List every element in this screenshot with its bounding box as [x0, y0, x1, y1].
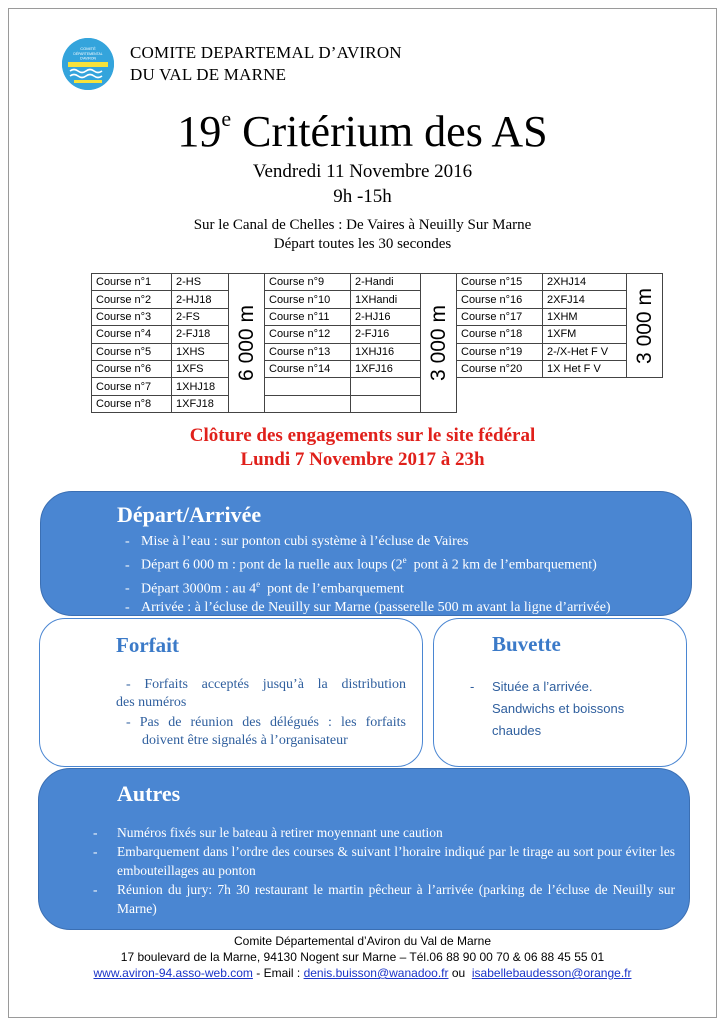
empty-cell — [627, 378, 663, 395]
race-number-cell: Course n°18 — [457, 326, 543, 343]
forfait-line-2: des numéros — [116, 695, 187, 710]
table-row — [92, 378, 663, 395]
race-number-cell: Course n°9 — [265, 274, 351, 291]
email-separator: ou — [448, 966, 472, 980]
race-number-cell: Course n°6 — [92, 360, 172, 377]
race-category-cell — [543, 378, 627, 395]
race-number-cell: Course n°14 — [265, 360, 351, 377]
list-item: - Numéros fixés sur le bateau à retirer moyennant une caution — [93, 823, 675, 842]
race-category-cell: 1XFS — [172, 360, 229, 377]
race-number-cell: Course n°8 — [92, 395, 172, 412]
distance-cell — [229, 274, 265, 413]
race-category-cell: 2-HJ16 — [351, 308, 421, 325]
race-number-cell — [265, 395, 351, 412]
race-category-cell — [543, 395, 627, 412]
email-link-2[interactable]: isabellebaudesson@orange.fr — [471, 966, 632, 980]
buvette-line-2: Sandwichs et boissons — [492, 701, 625, 716]
buvette-line-1: - Située a l’arrivée. — [470, 679, 593, 694]
website-link[interactable]: www.aviron-94.asso-web.com — [93, 966, 253, 980]
forfait-body — [116, 676, 406, 750]
list-item: - Réunion du jury: 7h 30 restaurant le martin pêcheur à l’arrivée (parking de l’écluse de Neuilly sur Marne) — [93, 880, 675, 918]
race-category-cell: 2XFJ14 — [543, 291, 627, 308]
races-table — [91, 273, 663, 413]
race-number-cell: Course n°16 — [457, 291, 543, 308]
list-item: - Arrivée : à l’écluse de Neuilly sur Marne (passerelle 500 m avant la ligne d’arrivée) — [125, 598, 611, 617]
race-category-cell: 2-Handi — [351, 274, 421, 291]
race-number-cell: Course n°20 — [457, 360, 543, 377]
autres-box — [38, 768, 690, 930]
list-item — [125, 575, 611, 599]
club-logo — [62, 38, 114, 90]
forfait-box — [39, 618, 423, 767]
race-category-cell: 1XFJ16 — [351, 360, 421, 377]
race-category-cell: 1XHJ16 — [351, 343, 421, 360]
race-category-cell: 2-HJ18 — [172, 291, 229, 308]
race-category-cell: 1XFJ18 — [172, 395, 229, 412]
closing-line-1: Clôture des engagements sur le site fédéral — [189, 425, 536, 446]
race-category-cell — [351, 395, 421, 412]
forfait-line-3: - Pas de réunion des délégués : les forfaits — [126, 715, 406, 730]
depart-arrivee-heading: Départ/Arrivée — [117, 502, 262, 527]
start-interval: Départ toutes les 30 secondes — [273, 236, 452, 252]
distance-label: 6 000 m — [234, 305, 258, 382]
race-number-cell: Course n°7 — [92, 378, 172, 395]
email-link-1[interactable]: denis.buisson@wanadoo.fr — [303, 966, 449, 980]
item-text: pont de l’embarquement — [260, 581, 404, 597]
list-item — [125, 551, 611, 575]
race-category-cell: 1XHandi — [351, 291, 421, 308]
depart-arrivee-list — [125, 532, 611, 617]
item-text: Départ 3000m : au 4 — [141, 581, 257, 597]
svg-text:D'AVIRON: D'AVIRON — [80, 56, 96, 61]
race-category-cell: 2-FJ18 — [172, 326, 229, 343]
buvette-text: Située a l’arrivée. — [492, 679, 593, 694]
race-number-cell — [457, 395, 543, 412]
race-number-cell: Course n°15 — [457, 274, 543, 291]
autres-heading: Autres — [117, 781, 181, 806]
footer-line-2: 17 boulevard de la Marne, 94130 Nogent sur Marne – Tél.06 88 90 00 70 & 06 88 45 55 01 — [120, 950, 605, 964]
event-hours: 9h -15h — [333, 186, 392, 207]
race-number-cell: Course n°2 — [92, 291, 172, 308]
item-text: pont à 2 km de l’embarquement) — [406, 557, 597, 573]
title-text: Critérium des AS — [231, 107, 548, 156]
event-place: Sur le Canal de Chelles : De Vaires à Neuilly Sur Marne — [193, 217, 532, 233]
race-number-cell: Course n°1 — [92, 274, 172, 291]
list-item: - Embarquement dans l’ordre des courses & suivant l’horaire indiqué par le tirage au sort pour éviter les embouteillages au ponton — [93, 842, 675, 880]
race-category-cell: 1XHS — [172, 343, 229, 360]
race-category-cell: 1XFM — [543, 326, 627, 343]
list-item: - Mise à l’eau : sur ponton cubi système à l’écluse de Vaires — [125, 532, 611, 551]
organization-line-1: COMITE DEPARTEMAL D’AVIRON — [130, 43, 402, 62]
distance-label: 3 000 m — [632, 287, 656, 364]
title-superscript: e — [221, 106, 232, 131]
forfait-heading: Forfait — [116, 633, 179, 657]
table-row — [92, 308, 663, 325]
race-number-cell: Course n°12 — [265, 326, 351, 343]
title-number: 19 — [177, 107, 222, 156]
race-category-cell: 2-FS — [172, 308, 229, 325]
race-category-cell: 2-FJ16 — [351, 326, 421, 343]
race-category-cell: 1X Het F V — [543, 360, 627, 377]
distance-cell — [421, 274, 457, 413]
race-category-cell: 1XHJ18 — [172, 378, 229, 395]
buvette-box — [433, 618, 687, 767]
buvette-heading: Buvette — [492, 632, 561, 656]
footer-line-1: Comite Départemental d’Aviron du Val de Marne — [233, 934, 492, 948]
race-category-cell: 2-HS — [172, 274, 229, 291]
superscript: e — [402, 555, 407, 565]
race-category-cell: 2-/X-Het F V — [543, 343, 627, 360]
closing-line-2: Lundi 7 Novembre 2017 à 23h — [240, 449, 485, 470]
race-number-cell: Course n°17 — [457, 308, 543, 325]
table-row — [92, 360, 663, 377]
race-number-cell: Course n°13 — [265, 343, 351, 360]
depart-arrivee-box — [40, 491, 692, 616]
distance-cell — [627, 274, 663, 378]
race-category-cell: 1XHM — [543, 308, 627, 325]
table-row — [92, 343, 663, 360]
table-row — [92, 291, 663, 308]
race-number-cell — [265, 378, 351, 395]
buvette-line-3: chaudes — [492, 723, 542, 738]
item-text: Départ 6 000 m : pont de la ruelle aux loups (2 — [141, 557, 403, 573]
autres-list — [93, 823, 675, 918]
event-title — [0, 104, 725, 160]
race-number-cell: Course n°19 — [457, 343, 543, 360]
race-number-cell: Course n°10 — [265, 291, 351, 308]
table-row — [92, 274, 663, 291]
table-row — [92, 395, 663, 412]
forfait-line-4: doivent être signalés à l’organisateur — [142, 733, 348, 748]
race-number-cell: Course n°11 — [265, 308, 351, 325]
email-label: - Email : — [252, 966, 304, 980]
race-number-cell: Course n°5 — [92, 343, 172, 360]
race-number-cell — [457, 378, 543, 395]
race-number-cell: Course n°3 — [92, 308, 172, 325]
distance-label: 3 000 m — [426, 305, 450, 382]
buvette-body — [470, 676, 624, 742]
race-category-cell — [351, 378, 421, 395]
race-number-cell: Course n°4 — [92, 326, 172, 343]
empty-cell — [627, 395, 663, 412]
forfait-line-1: - Forfaits acceptés jusqu’à la distribution — [126, 677, 406, 692]
footer-line-3 — [0, 965, 725, 981]
organization-line-2: DU VAL DE MARNE — [130, 65, 287, 84]
svg-text:DÉPARTEMENTAL: DÉPARTEMENTAL — [73, 52, 103, 56]
footer — [0, 933, 725, 981]
logo-text: COMITÉ — [80, 46, 96, 51]
event-date: Vendredi 11 Novembre 2016 — [252, 161, 473, 182]
superscript: e — [256, 578, 261, 589]
race-category-cell: 2XHJ14 — [543, 274, 627, 291]
organization-name — [130, 42, 402, 86]
table-row — [92, 326, 663, 343]
